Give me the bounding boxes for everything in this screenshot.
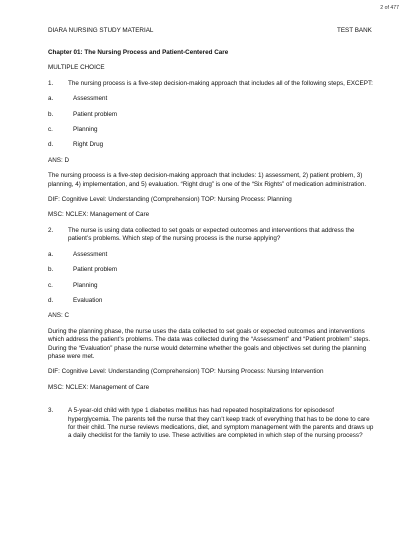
option-letter: d.: [48, 141, 54, 149]
option-a: [48, 95, 378, 103]
option-letter: b.: [48, 110, 54, 118]
difficulty-topic: DIF: Cognitive Level: Understanding (Comprehension) TOP: Nursing Process: Planning: [48, 196, 292, 204]
option-letter: d.: [48, 296, 54, 304]
rationale: The nursing process is a five-step decision-making approach that includes: 1) assessment, 2) patient problem, 3) planning, 4) implementation, and 5) evaluation. “Right drug” is one of the “Six Rights” of medication administration.: [48, 172, 367, 188]
answer: ANS: C: [48, 312, 69, 320]
option-text: Right Drug: [73, 141, 104, 149]
option-letter: a.: [48, 250, 54, 258]
option-d: [48, 297, 378, 305]
page-number: 2 of 477: [380, 5, 399, 11]
question-text: The nurse is using data collected to set goals or expected outcomes and interventions that address the patient’s problems. Which step of the nursing process is the nurse applying?: [68, 226, 355, 243]
chapter-title: Chapter 01: The Nursing Process and Patient-Centered Care: [48, 49, 229, 56]
question-text: The nursing process is a five-step decision-making approach that includes all of the following steps, EXCEPT:: [68, 79, 373, 87]
option-letter: b.: [48, 266, 54, 274]
question-3: [48, 407, 378, 441]
msc-category: MSC: NCLEX: Management of Care: [48, 211, 150, 219]
rationale: During the planning phase, the nurse uses the data collected to set goals or expected outcomes and interventions which address the patient’s problems. The data was collected during the “Assessment” and “Patient problem” steps. During the “Evaluation” phase the nurse would determine whether the goals and objectives set during the planning phase were met.: [48, 327, 371, 360]
option-text: Planning: [73, 281, 98, 289]
question-1: [48, 80, 378, 88]
option-b: [48, 111, 378, 119]
question-number: 1.: [48, 79, 54, 87]
section-label: MULTIPLE CHOICE: [48, 64, 105, 72]
option-letter: c.: [48, 126, 53, 134]
option-d: [48, 141, 378, 149]
option-a: [48, 251, 378, 259]
msc-category: MSC: NCLEX: Management of Care: [48, 383, 150, 391]
option-text: Assessment: [73, 95, 108, 103]
option-text: Patient problem: [73, 110, 118, 118]
difficulty-topic: DIF: Cognitive Level: Understanding (Comprehension) TOP: Nursing Process: Nursing Intervention: [48, 368, 324, 376]
header-test-bank: TEST BANK: [337, 27, 372, 34]
option-c: [48, 126, 378, 134]
option-text: Patient problem: [73, 266, 118, 274]
option-b: [48, 266, 378, 274]
question-text: A 5-year-old child with type 1 diabetes mellitus has had repeated hospitalizations for episodesof hyperglycemia. The parents tell the nurse that they can’t keep track of everything that has to be done to care for their child. The nurse reviews medications, diet, and symptom management with the parents and draws up a daily checklist for the family to use. These activities are completed in which step of the nursing process?: [68, 407, 374, 440]
option-text: Evaluation: [73, 296, 103, 304]
option-letter: c.: [48, 281, 53, 289]
header-title: DIARA NURSING STUDY MATERIAL: [48, 27, 154, 34]
question-number: 2.: [48, 226, 54, 234]
option-text: Planning: [73, 126, 98, 134]
answer: ANS: D: [48, 156, 69, 164]
option-c: [48, 282, 378, 290]
question-number: 3.: [48, 407, 54, 415]
option-text: Assessment: [73, 250, 108, 258]
spacer: [48, 399, 378, 407]
document-body: [48, 49, 378, 448]
question-2: [48, 227, 378, 244]
option-letter: a.: [48, 95, 54, 103]
